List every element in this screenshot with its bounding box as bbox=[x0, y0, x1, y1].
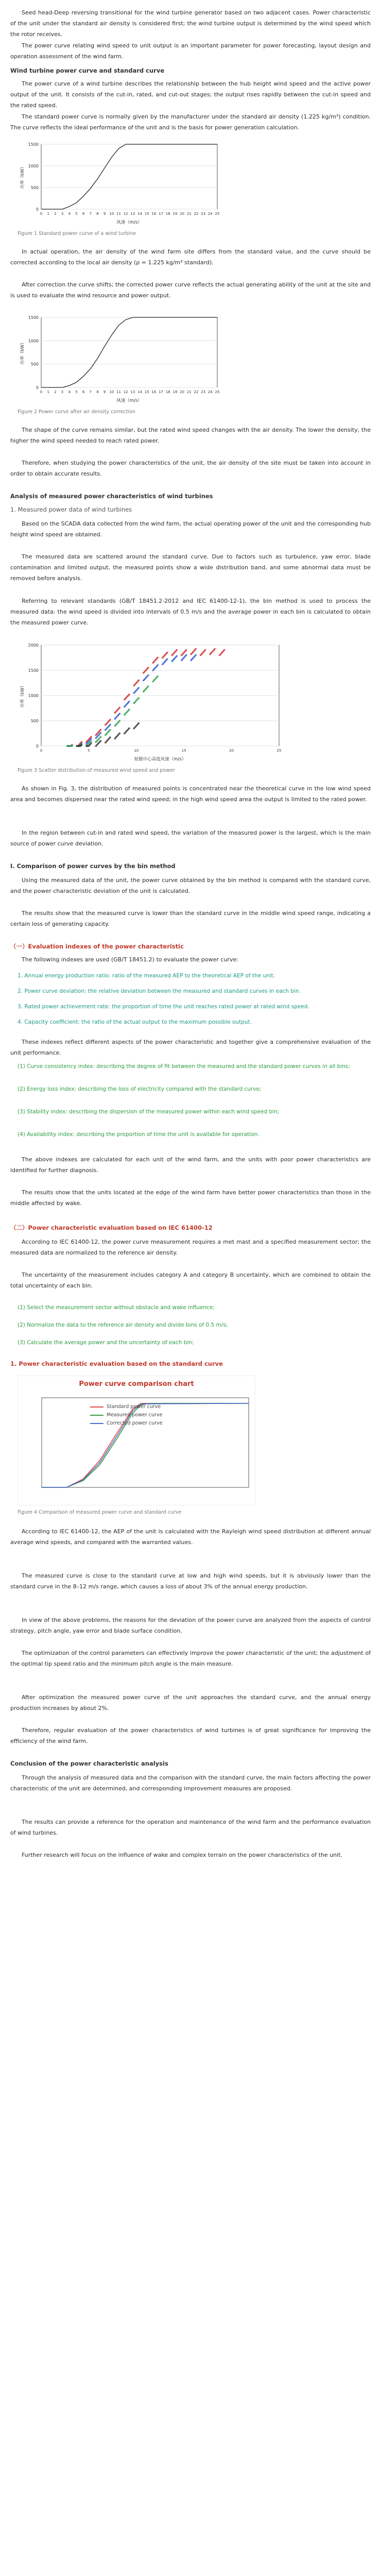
paragraph: As shown in Fig. 3, the distribution of measured points is concentrated near the theoretical curve in the low wind speed area and becomes dispersed near the rated wind speed; in the high wind speed area the output is limited to the rated power. bbox=[10, 785, 371, 803]
paragraph: According to IEC 61400-12, the power curve measurement requires a met mast and a specified measurement sector; the measured data are normalized to the reference air density. bbox=[10, 1239, 371, 1256]
scatter-point bbox=[137, 697, 140, 699]
list-item: 3. Rated power achievement rate: the proportion of time the unit reaches rated power at rated wind speed. bbox=[18, 1004, 309, 1010]
x-tick-label: 24 bbox=[207, 390, 213, 394]
figure-4-title: Power curve comparison chart bbox=[79, 1380, 194, 1388]
y-tick-label: 1500 bbox=[28, 668, 39, 673]
x-tick-label: 3 bbox=[61, 212, 64, 216]
scatter-point bbox=[128, 709, 130, 711]
scatter-point bbox=[195, 648, 197, 650]
section-heading: （二）Power characteristic evaluation based on IEC 61400-12 bbox=[10, 1224, 213, 1231]
scatter-point bbox=[118, 707, 120, 709]
x-tick-label: 19 bbox=[172, 212, 178, 216]
x-tick-label: 5 bbox=[88, 749, 90, 753]
scatter-point bbox=[157, 657, 159, 659]
scatter-point bbox=[185, 649, 187, 651]
scatter-point bbox=[100, 732, 102, 734]
x-axis-label: 轮毂中心高度风速（m/s） bbox=[134, 757, 186, 762]
x-tick-label: 23 bbox=[201, 212, 206, 216]
x-tick-label: 19 bbox=[172, 390, 178, 394]
scatter-point bbox=[137, 687, 140, 689]
x-tick-label: 10 bbox=[109, 212, 114, 216]
paragraph: In actual operation, the air density of the wind farm site differs from the standard value, and the curve should be corrected according to the local air density (ρ = 1.225 kg/m³ standard). bbox=[10, 248, 371, 266]
x-tick-label: 25 bbox=[215, 390, 220, 394]
scatter-point bbox=[204, 649, 206, 651]
paragraph: The optimization of the control parameters can effectively improve the power characteristic of the unit; the adjustment of the optimal tip speed ratio and the minimum pitch angle is the main measure. bbox=[10, 1650, 371, 1667]
paragraph: Therefore, regular evaluation of the power characteristics of wind turbines is of great significance for improving the efficiency of the wind farm. bbox=[10, 1727, 371, 1744]
x-tick-label: 7 bbox=[89, 390, 92, 394]
paragraph: Through the analysis of measured data and the comparison with the standard curve, the main factors affecting the power characteristic of the unit are determined, and corresponding improvement measures are proposed. bbox=[10, 1774, 371, 1792]
list-item: (3) Stability index: describing the dispersion of the measured power within each wind speed bin; bbox=[18, 1109, 280, 1115]
scatter-point bbox=[109, 724, 111, 726]
paragraph: In view of the above problems, the reasons for the deviation of the power curve are analyzed from the aspects of control strategy, pitch angle, yaw error and blade surface condition. bbox=[10, 1617, 371, 1634]
paragraph: Therefore, when studying the power characteristics of the unit, the air density of the site must be taken into account in order to obtain accurate results. bbox=[10, 460, 371, 477]
paragraph: The measured data are scattered around the standard curve. Due to factors such as turbulence, yaw error, blade contamination and limited output, the measured points show a wide distribution band, and some abnormal data must be removed before analysis. bbox=[10, 553, 371, 582]
x-tick-label: 18 bbox=[165, 212, 170, 216]
y-tick-label: 1500 bbox=[28, 315, 39, 320]
list-item: (1) Curve consistency index: describing the degree of fit between the measured and the standard power curves in all bins; bbox=[18, 1063, 350, 1070]
paragraph: Further research will focus on the influence of wake and complex terrain on the power characteristics of the unit. bbox=[22, 1852, 342, 1858]
x-tick-label: 11 bbox=[116, 390, 121, 394]
list-item: 4. Capacity coefficient: the ratio of the actual output to the maximum possible output. bbox=[18, 1019, 252, 1025]
x-tick-label: 12 bbox=[123, 212, 128, 216]
section-heading: Ⅰ. Comparison of power curves by the bin method bbox=[10, 862, 176, 870]
y-tick-label: 0 bbox=[36, 744, 39, 749]
section-heading: 1. Power characteristic evaluation based on the standard curve bbox=[10, 1360, 223, 1367]
scatter-point bbox=[128, 727, 130, 730]
y-tick-label: 500 bbox=[30, 185, 39, 190]
section-heading: Analysis of measured power characteristics of wind turbines bbox=[10, 493, 213, 500]
x-tick-label: 15 bbox=[181, 749, 186, 753]
scatter-point bbox=[90, 736, 92, 738]
paragraph: After optimization the measured power curve of the unit approaches the standard curve, and the annual energy production increases by about 2%. bbox=[10, 1694, 371, 1711]
scatter-point bbox=[100, 736, 102, 738]
x-tick-label: 8 bbox=[96, 390, 99, 394]
x-tick-label: 11 bbox=[116, 212, 121, 216]
scatter-point bbox=[100, 729, 102, 731]
x-tick-label: 9 bbox=[103, 212, 106, 216]
scatter-point bbox=[118, 733, 120, 735]
scatter-point bbox=[109, 719, 111, 721]
figure-4 bbox=[18, 1376, 255, 1505]
x-tick-label: 5 bbox=[75, 212, 78, 216]
scatter-point bbox=[109, 729, 111, 731]
legend-item: Corrected power curve bbox=[90, 1419, 163, 1428]
x-tick-label: 14 bbox=[137, 212, 142, 216]
list-item: (1) Select the measurement sector without obstacle and wake influence; bbox=[18, 1304, 215, 1311]
x-tick-label: 2 bbox=[54, 212, 57, 216]
scatter-point bbox=[109, 737, 111, 739]
x-tick-label: 12 bbox=[123, 390, 128, 394]
x-tick-label: 13 bbox=[130, 390, 135, 394]
x-tick-label: 4 bbox=[68, 390, 71, 394]
x-tick-label: 8 bbox=[96, 212, 99, 216]
x-tick-label: 25 bbox=[276, 749, 282, 753]
y-tick-label: 500 bbox=[30, 719, 39, 723]
x-tick-label: 10 bbox=[109, 390, 114, 394]
x-tick-label: 16 bbox=[151, 390, 157, 394]
paragraph: In the region between cut-in and rated wind speed, the variation of the measured power is the largest, which is the main source of power curve deviation. bbox=[10, 829, 371, 847]
scatter-point bbox=[157, 664, 159, 666]
figure-caption: Figure 1 Standard power curve of a wind turbine bbox=[18, 231, 136, 236]
paragraph: These indexes reflect different aspects of the power characteristic and together give a comprehensive evaluation of the unit performance. bbox=[10, 1039, 371, 1056]
x-axis-label: 风速（m/s） bbox=[116, 220, 142, 225]
x-tick-label: 1 bbox=[47, 390, 49, 394]
scatter-point bbox=[128, 693, 130, 696]
figure-1-chart bbox=[18, 138, 223, 226]
list-item: 2. Power curve deviation: the relative deviation between the measured and standard curves in each bin. bbox=[18, 988, 301, 994]
x-tick-label: 10 bbox=[134, 749, 139, 753]
intro-paragraph-2: The power curve relating wind speed to unit output is an important parameter for power forecasting, layout design and operation assessment of the wind farm. bbox=[10, 42, 371, 60]
x-axis-label: 风速（m/s） bbox=[116, 398, 142, 403]
scatter-point bbox=[128, 701, 130, 703]
scatter-point bbox=[214, 648, 216, 650]
paragraph: The power curve of a wind turbine describes the relationship between the hub height wind speed and the active power output of the unit. It consists of the cut-in, rated, and cut-out stages; the output rises rapidly between the cut-in speed and the rated speed. bbox=[10, 80, 371, 109]
y-axis-label: 功率（kW） bbox=[20, 683, 25, 708]
x-tick-label: 0 bbox=[40, 749, 43, 753]
scatter-point bbox=[176, 655, 178, 657]
x-tick-label: 20 bbox=[229, 749, 234, 753]
scatter-point bbox=[118, 713, 120, 715]
x-tick-label: 24 bbox=[207, 212, 213, 216]
x-tick-label: 14 bbox=[137, 390, 142, 394]
y-tick-label: 1000 bbox=[28, 693, 39, 698]
x-tick-label: 23 bbox=[201, 390, 206, 394]
x-tick-label: 2 bbox=[54, 390, 57, 394]
x-tick-label: 4 bbox=[68, 212, 71, 216]
x-tick-label: 13 bbox=[130, 212, 135, 216]
paragraph: The standard power curve is normally given by the manufacturer under the standard air density (1.225 kg/m³) condition. The curve reflects the ideal performance of the unit and is the basis for power generation calculation. bbox=[10, 113, 371, 131]
section-heading: Conclusion of the power characteristic analysis bbox=[10, 1760, 168, 1767]
list-item: 1. Annual energy production ratio: ratio of the measured AEP to the theoretical AEP of the unit. bbox=[18, 973, 275, 979]
scatter-point bbox=[137, 680, 140, 682]
x-tick-label: 22 bbox=[194, 390, 199, 394]
y-axis-label: 功率（kW） bbox=[20, 340, 25, 365]
x-tick-label: 5 bbox=[75, 390, 78, 394]
list-item: (2) Normalize the data to the reference air density and divide bins of 0.5 m/s; bbox=[18, 1322, 228, 1328]
scatter-point bbox=[71, 745, 73, 747]
x-tick-label: 7 bbox=[89, 212, 92, 216]
figure-2-chart bbox=[18, 311, 223, 404]
x-tick-label: 20 bbox=[180, 212, 185, 216]
y-tick-label: 1000 bbox=[28, 164, 39, 168]
section-heading: Wind turbine power curve and standard curve bbox=[10, 67, 165, 74]
list-item: (3) Calculate the average power and the uncertainty of each bin; bbox=[18, 1340, 194, 1346]
scatter-point bbox=[137, 722, 140, 724]
x-tick-label: 6 bbox=[82, 390, 85, 394]
paragraph: The results show that the units located at the edge of the wind farm have better power characteristics than those in the middle affected by wake. bbox=[10, 1189, 371, 1207]
figure-caption: Figure 4 Comparison of measured power curve and standard curve bbox=[18, 1510, 182, 1515]
x-tick-label: 0 bbox=[40, 212, 43, 216]
x-tick-label: 22 bbox=[194, 212, 199, 216]
scatter-point bbox=[185, 654, 187, 656]
scatter-point bbox=[147, 667, 149, 669]
paragraph: The uncertainty of the measurement includes category A and category B uncertainty, which are combined to obtain the total uncertainty of each bin. bbox=[10, 1272, 371, 1289]
y-tick-label: 1000 bbox=[28, 338, 39, 344]
paragraph: The following indexes are used (GB/T 18451.2) to evaluate the power curve: bbox=[22, 956, 238, 963]
plot-area bbox=[41, 144, 217, 209]
y-tick-label: 500 bbox=[30, 362, 39, 367]
paragraph: The measured curve is close to the standard curve at low and high wind speeds, but it is obviously lower than the standard curve in the 8–12 m/s range, which causes a loss of about 3% of the annual energy production. bbox=[10, 1572, 371, 1590]
figure-caption: Figure 2 Power curve after air density correction bbox=[18, 409, 135, 415]
x-tick-label: 3 bbox=[61, 390, 64, 394]
scatter-point bbox=[147, 674, 149, 676]
paragraph: The shape of the curve remains similar, but the rated wind speed changes with the air density. The lower the density, the higher the wind speed needed to reach rated power. bbox=[10, 427, 371, 444]
x-tick-label: 9 bbox=[103, 390, 106, 394]
scatter-point bbox=[90, 738, 92, 740]
y-tick-label: 0 bbox=[36, 207, 39, 212]
x-tick-label: 17 bbox=[159, 212, 164, 216]
scatter-point bbox=[157, 675, 159, 677]
scatter-point bbox=[118, 720, 120, 722]
scatter-point bbox=[100, 740, 102, 742]
x-tick-label: 20 bbox=[180, 390, 185, 394]
paragraph: Using the measured data of the unit, the power curve obtained by the bin method is compared with the standard curve, and the power characteristic deviation of the unit is calculated. bbox=[10, 877, 371, 894]
paragraph: After correction the curve shifts; the corrected power curve reflects the actual generating ability of the unit at the site and is used to evaluate the wind resource and power output. bbox=[10, 281, 371, 299]
x-tick-label: 25 bbox=[215, 212, 220, 216]
plot-area bbox=[41, 317, 217, 387]
x-tick-label: 16 bbox=[151, 212, 157, 216]
y-tick-label: 2000 bbox=[28, 643, 39, 648]
scatter-point bbox=[166, 658, 168, 660]
figure-4-legend bbox=[90, 1403, 163, 1428]
scatter-point bbox=[81, 744, 83, 746]
subsection-heading: 1. Measured power data of wind turbines bbox=[10, 506, 132, 513]
x-tick-label: 6 bbox=[82, 212, 85, 216]
y-tick-label: 1500 bbox=[28, 142, 39, 147]
scatter-point bbox=[90, 742, 92, 744]
scatter-point bbox=[176, 649, 178, 651]
x-tick-label: 15 bbox=[144, 390, 149, 394]
paragraph: Based on the SCADA data collected from the wind farm, the actual operating power of the unit and the corresponding hub height wind speed are obtained. bbox=[10, 520, 371, 538]
list-item: (2) Energy loss index: describing the loss of electricity compared with the standard curve; bbox=[18, 1086, 262, 1092]
paragraph: The results show that the measured curve is lower than the standard curve in the middle wind speed range, indicating a certain loss of generating capacity. bbox=[10, 910, 371, 927]
x-tick-label: 1 bbox=[47, 212, 49, 216]
intro-paragraph-1: Seed head-Deep reversing transitional for the wind turbine generator based on two adjacent cases. Power characteristic of the unit under the standard air density is considered first; the wind turbine output is determined by the wind speed which the rotor receives. bbox=[10, 9, 371, 38]
scatter-point bbox=[195, 654, 197, 656]
paragraph: The results can provide a reference for the operation and maintenance of the wind farm and the performance evaluation of wind turbines. bbox=[10, 1819, 371, 1836]
x-tick-label: 21 bbox=[186, 390, 192, 394]
section-heading: （一）Evaluation indexes of the power characteristic bbox=[10, 943, 184, 950]
scatter-point bbox=[90, 740, 92, 742]
legend-item: Standard power curve bbox=[90, 1403, 163, 1411]
scatter-point bbox=[147, 686, 149, 688]
y-tick-label: 0 bbox=[36, 385, 39, 390]
legend-item: Measured power curve bbox=[90, 1411, 163, 1419]
paragraph: Referring to relevant standards (GB/T 18451.2-2012 and IEC 61400-12-1), the bin method is used to process the measured data: the wind speed is divided into intervals of 0.5 m/s and the average power in each bin is calculated to obtain the measured power curve. bbox=[10, 598, 371, 626]
x-tick-label: 15 bbox=[144, 212, 149, 216]
scatter-point bbox=[166, 652, 168, 654]
figure-caption: Figure 3 Scatter distribution of measured wind speed and power bbox=[18, 768, 175, 773]
paragraph: The above indexes are calculated for each unit of the wind farm, and the units with poor power characteristics are identified for further diagnosis. bbox=[10, 1156, 371, 1174]
x-tick-label: 21 bbox=[186, 212, 192, 216]
figure-3-scatter bbox=[18, 639, 285, 762]
x-tick-label: 18 bbox=[165, 390, 170, 394]
x-tick-label: 17 bbox=[159, 390, 164, 394]
x-tick-label: 0 bbox=[40, 390, 43, 394]
y-axis-label: 功率（kW） bbox=[20, 164, 25, 189]
list-item: (4) Availability index: describing the proportion of time the unit is available for operation. bbox=[18, 1131, 259, 1138]
scatter-point bbox=[223, 649, 226, 651]
paragraph: According to IEC 61400-12, the AEP of the unit is calculated with the Rayleigh wind speed distribution at different annual average wind speeds, and compared with the warranted values. bbox=[10, 1528, 371, 1546]
